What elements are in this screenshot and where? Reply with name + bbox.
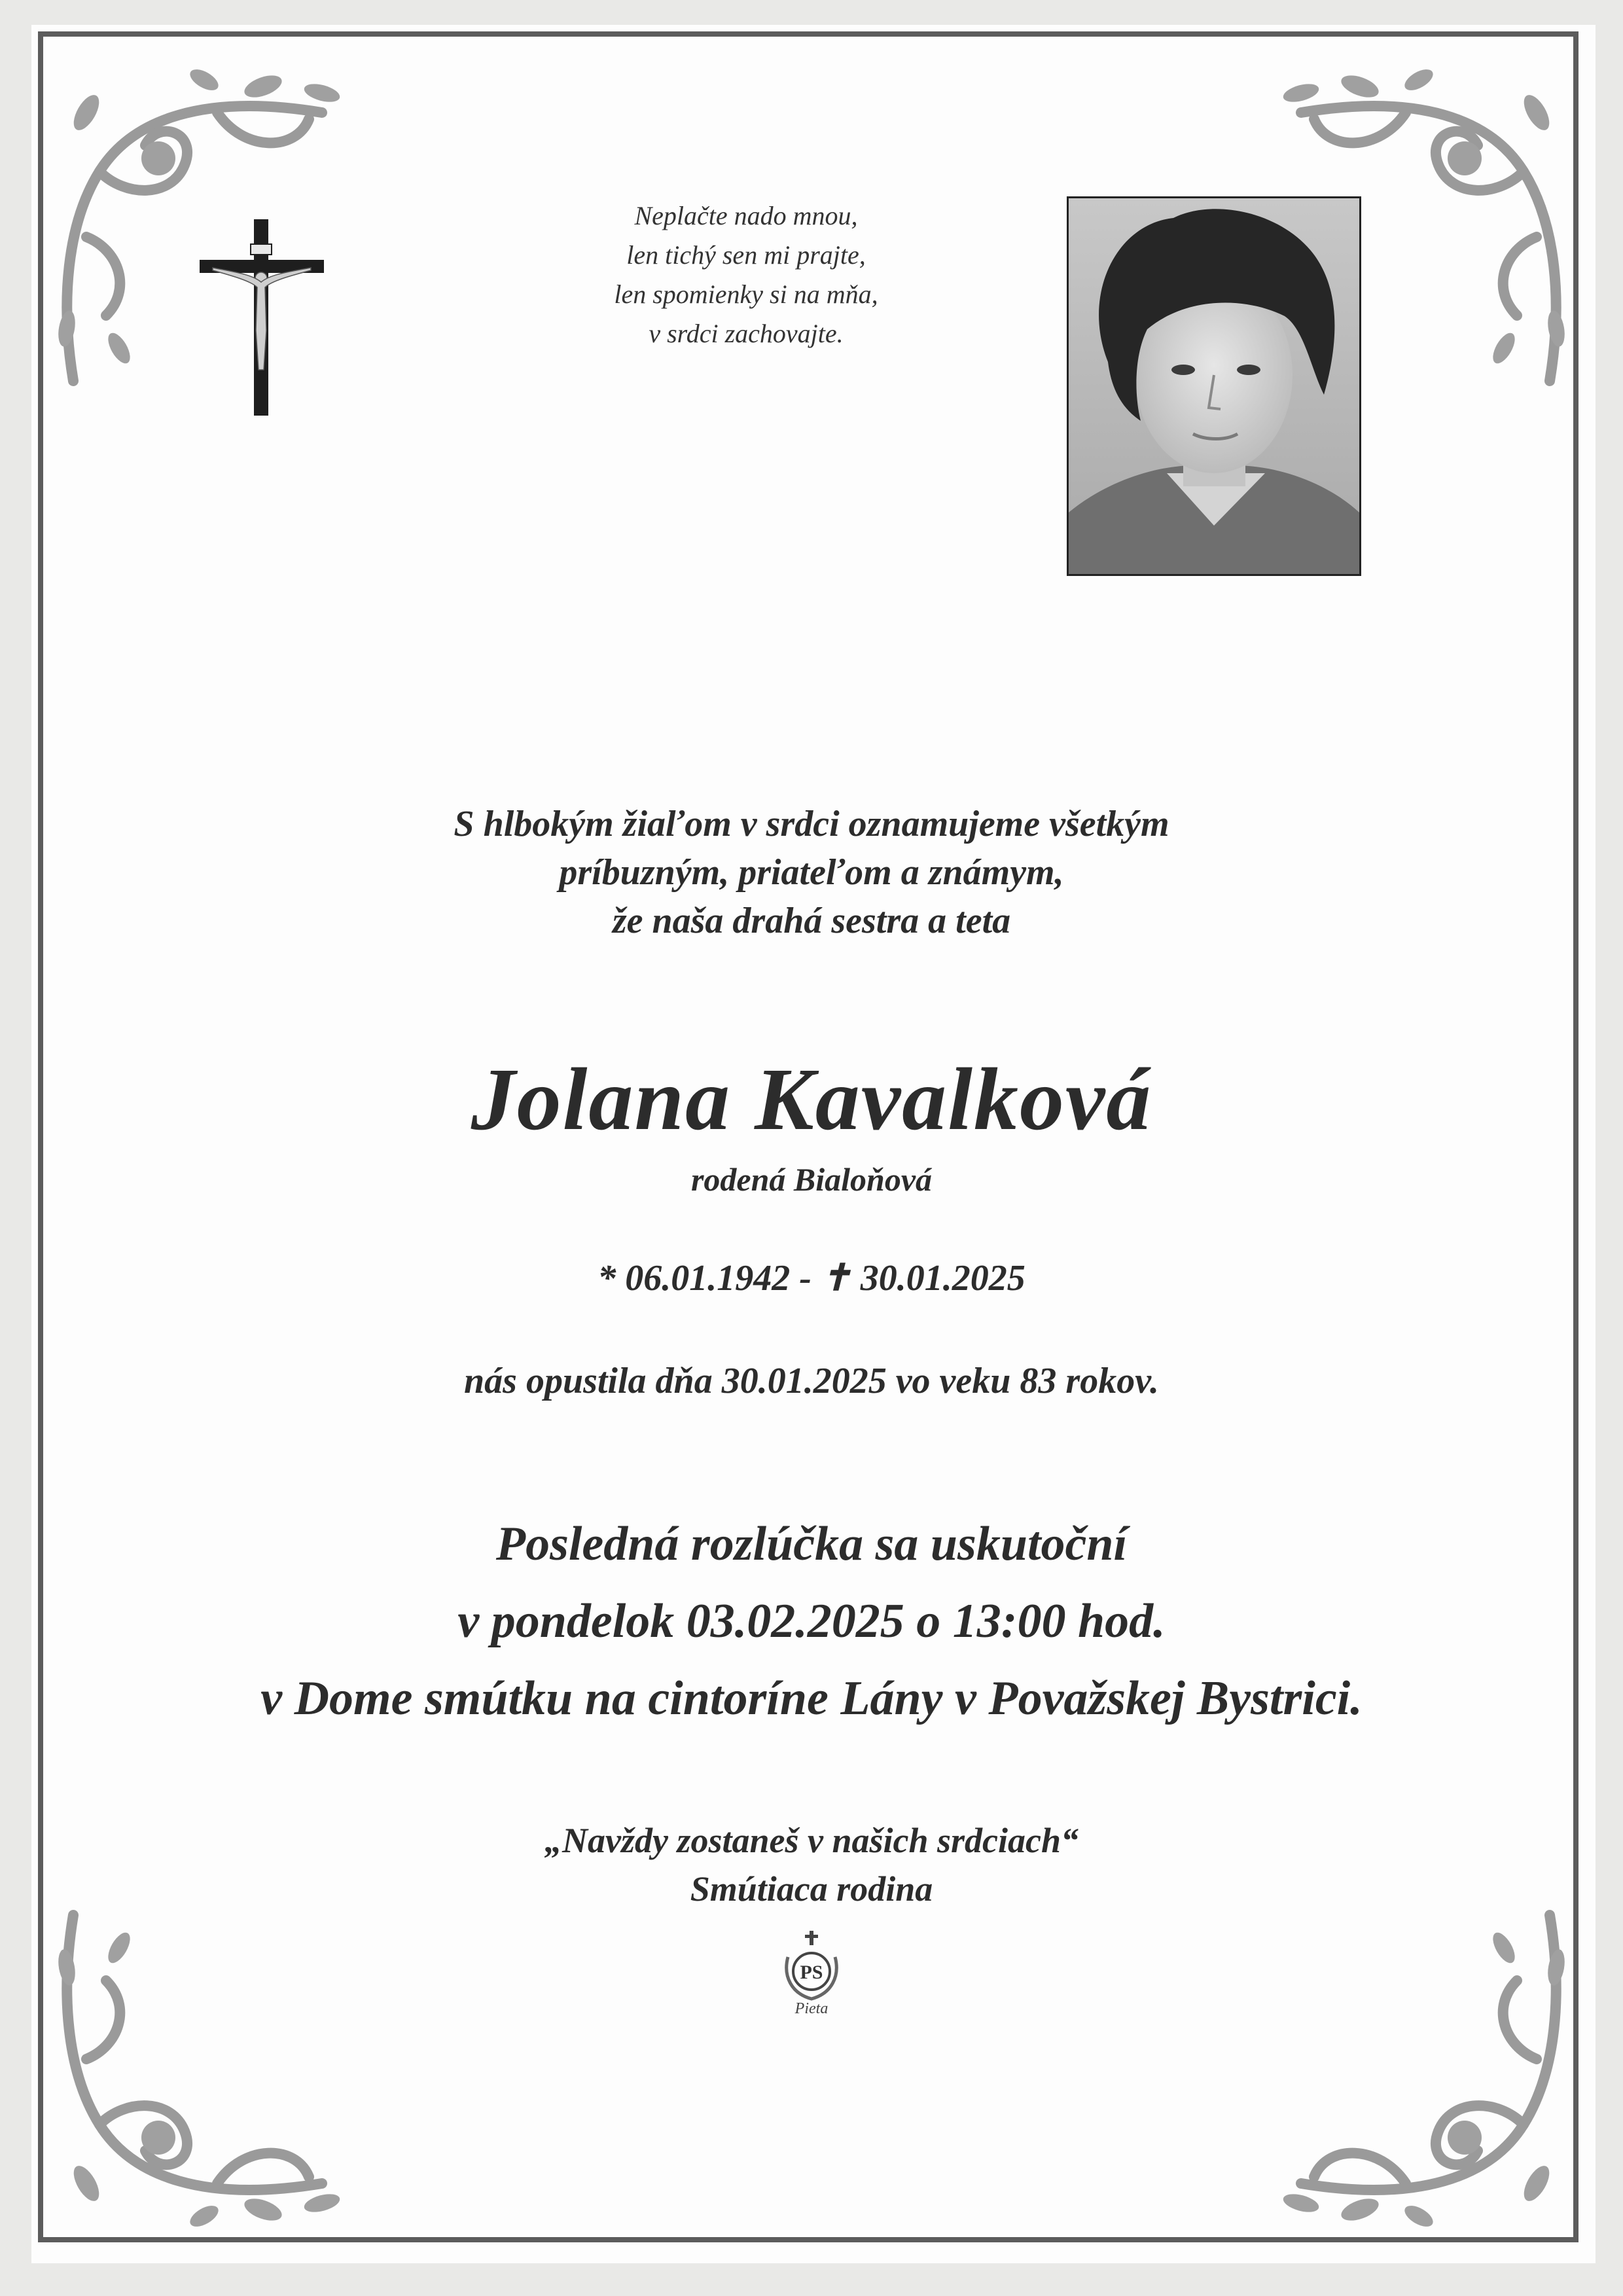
death-date: 30.01.2025: [860, 1258, 1026, 1299]
maiden-name: rodená Bialoňová: [690, 1161, 933, 1198]
crucifix-icon: [200, 219, 324, 416]
signature: Smútiaca rodina: [690, 1869, 933, 1909]
poem-line: len spomienky si na mňa,: [614, 279, 878, 309]
pieta-emblem: [779, 1931, 844, 2003]
portrait-illustration: [1069, 198, 1359, 574]
logo-letters: PS: [800, 1962, 823, 1983]
announcement-line: príbuzným, priateľom a známym,: [559, 852, 1064, 893]
deceased-name: Jolana Kavalková: [471, 1050, 1152, 1149]
poem: [484, 196, 1008, 353]
portrait-photo: [1067, 196, 1361, 576]
life-dates: [92, 1255, 1531, 1301]
cross-icon: ✝: [820, 1258, 851, 1299]
logo-caption: Pieta: [794, 2000, 829, 2017]
funeral-line: v Dome smútku na cintoríne Lány v Považskej Bystrici.: [260, 1672, 1363, 1725]
poem-line: Neplačte nado mnou,: [634, 201, 858, 230]
announcement-line: S hlbokým žiaľom v srdci oznamujeme všetkým: [454, 804, 1169, 844]
closing: [92, 1816, 1531, 1913]
funeral-info: [92, 1505, 1531, 1737]
closing-quote: „Navždy zostaneš v našich srdciach“: [544, 1821, 1079, 1860]
funeral-line: v pondelok 03.02.2025 o 13:00 hod.: [457, 1594, 1166, 1648]
funeral-line: Posledná rozlúčka sa uskutoční: [495, 1517, 1128, 1571]
age-line: nás opustila dňa 30.01.2025 vo veku 83 rokov.: [464, 1361, 1159, 1401]
corner-ornament-bottom-left: [47, 1889, 355, 2255]
pieta-logo: [779, 1931, 844, 2029]
announcement: [92, 800, 1531, 945]
corner-ornament-bottom-right: [1268, 1889, 1576, 2255]
announcement-line: že naša drahá sestra a teta: [612, 901, 1011, 941]
birth-date: * 06.01.1942 -: [597, 1258, 812, 1299]
poem-line: len tichý sen mi prajte,: [626, 240, 866, 270]
poem-line: v srdci zachovajte.: [649, 319, 844, 348]
